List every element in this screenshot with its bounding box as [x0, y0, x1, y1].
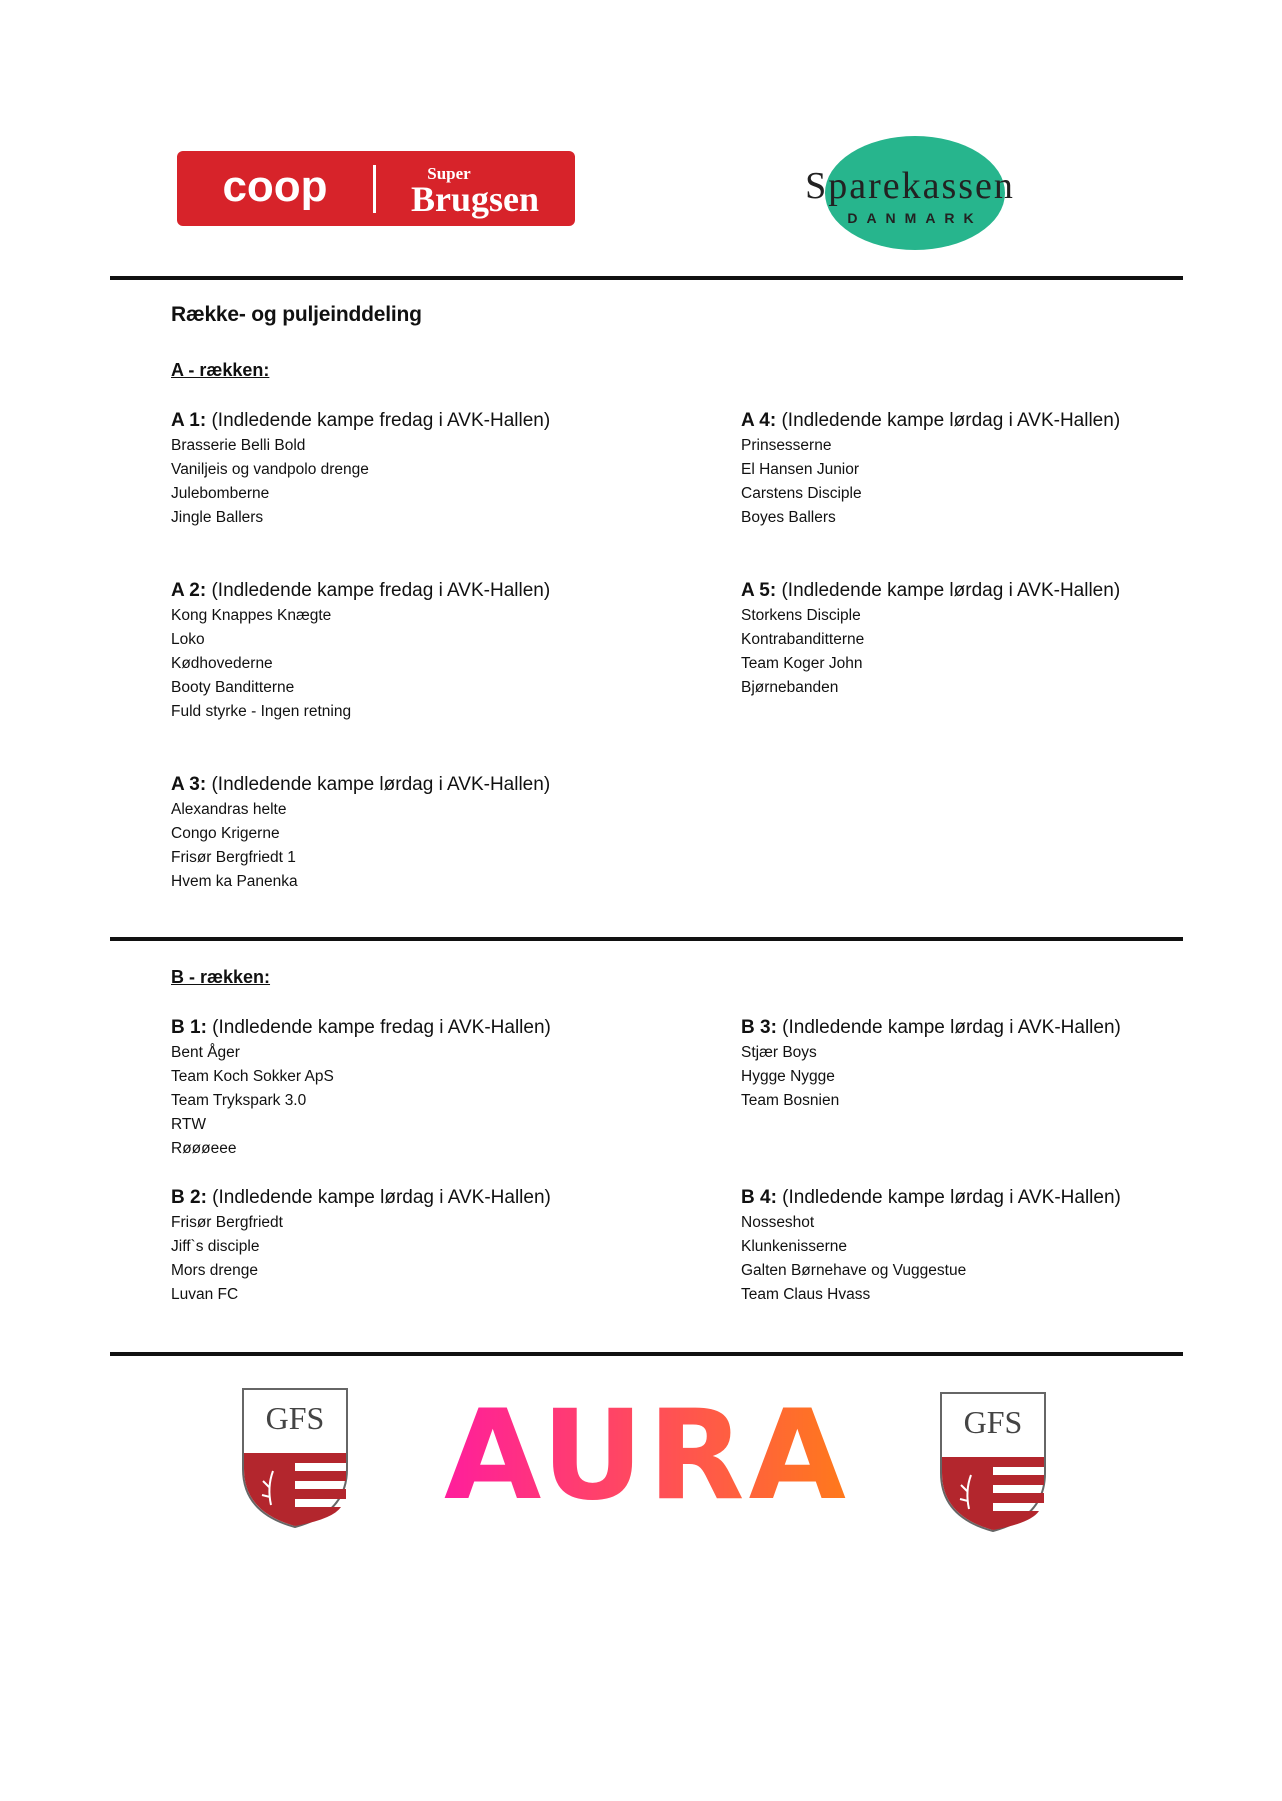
team-item: Luvan FC: [171, 1286, 239, 1303]
group-a5: [741, 578, 1161, 700]
team-item: Galten Børnehave og Vuggestue: [741, 1262, 967, 1279]
group-title: A 5: (Indledende kampe lørdag i AVK-Hallen): [741, 580, 1121, 601]
group-a4: [741, 408, 1161, 530]
group-title: A 2: (Indledende kampe fredag i AVK-Hallen): [171, 580, 551, 601]
svg-text:GFS: GFS: [265, 1400, 325, 1436]
group-title: B 2: (Indledende kampe lørdag i AVK-Hallen): [171, 1187, 551, 1208]
group-a1: [171, 408, 591, 530]
group-title: A 3: (Indledende kampe lørdag i AVK-Hallen): [171, 774, 551, 795]
group-title: A 4: (Indledende kampe lørdag i AVK-Hallen): [741, 410, 1121, 431]
group-b4: [741, 1185, 1161, 1307]
sparekassen-logo: [757, 136, 1063, 250]
team-item: Congo Krigerne: [171, 825, 280, 842]
team-item: Jingle Ballers: [171, 509, 264, 526]
team-item: Brasserie Belli Bold: [171, 437, 306, 454]
team-item: Prinsesserne: [741, 437, 832, 454]
svg-text:AURA: AURA: [444, 1404, 850, 1504]
group-title: B 4: (Indledende kampe lørdag i AVK-Hallen): [741, 1187, 1121, 1208]
team-item: Hvem ka Panenka: [171, 873, 298, 890]
team-item: Bent Åger: [171, 1044, 240, 1061]
super-text: Super: [427, 164, 471, 183]
team-item: Carstens Disciple: [741, 485, 862, 502]
group-title: B 1: (Indledende kampe fredag i AVK-Hallen): [171, 1017, 551, 1038]
gfs-crest-right: [939, 1391, 1047, 1533]
team-item: Nosseshot: [741, 1214, 815, 1231]
team-item: Booty Banditterne: [171, 679, 295, 696]
team-item: Alexandras helte: [171, 801, 287, 818]
group-b2: [171, 1185, 591, 1307]
aura-logo-graphic: [442, 1404, 852, 1504]
group-a2: [171, 578, 591, 724]
team-item: Frisør Bergfriedt: [171, 1214, 283, 1231]
coop-logo-graphic: [177, 151, 575, 226]
team-item: Team Bosnien: [741, 1092, 840, 1109]
aura-logo: [442, 1404, 852, 1504]
team-item: RTW: [171, 1116, 207, 1133]
team-item: Klunkenisserne: [741, 1238, 847, 1255]
divider-top: [110, 276, 1183, 280]
team-item: Kødhovederne: [171, 655, 273, 672]
team-item: Team Koger John: [741, 655, 863, 672]
team-item: Storkens Disciple: [741, 607, 861, 624]
team-item: Stjær Boys: [741, 1044, 817, 1061]
svg-text:GFS: GFS: [963, 1404, 1023, 1440]
gfs-shield-icon: [241, 1387, 349, 1529]
gfs-crest-left: [241, 1387, 349, 1529]
group-b3: [741, 1015, 1161, 1113]
team-item: Team Claus Hvass: [741, 1286, 871, 1303]
coop-superbrugsen-logo: [177, 151, 575, 226]
divider-middle: [110, 937, 1183, 941]
team-item: Fuld styrke - Ingen retning: [171, 703, 352, 720]
sparekassen-text: Sparekassen: [805, 165, 1015, 207]
team-item: Vaniljeis og vandpolo drenge: [171, 461, 369, 478]
page-title: Række- og puljeinddeling: [171, 303, 422, 326]
group-a3: [171, 772, 591, 894]
team-item: Team Trykspark 3.0: [171, 1092, 307, 1109]
team-item: El Hansen Junior: [741, 461, 860, 478]
section-title-a: A - rækken:: [171, 360, 270, 380]
team-item: Mors drenge: [171, 1262, 259, 1279]
group-title: B 3: (Indledende kampe lørdag i AVK-Hallen): [741, 1017, 1121, 1038]
team-item: Kong Knappes Knægte: [171, 607, 332, 624]
team-item: Frisør Bergfriedt 1: [171, 849, 296, 866]
group-title: A 1: (Indledende kampe fredag i AVK-Hallen): [171, 410, 551, 431]
danmark-text: DANMARK: [847, 210, 983, 226]
team-item: Bjørnebanden: [741, 679, 839, 696]
section-title-b: B - rækken:: [171, 967, 271, 987]
gfs-shield-icon: [939, 1391, 1047, 1533]
team-item: Loko: [171, 631, 205, 648]
team-item: Hygge Nygge: [741, 1068, 835, 1085]
group-b1: [171, 1015, 591, 1161]
team-item: Jiff`s disciple: [171, 1238, 260, 1255]
team-item: Kontrabanditterne: [741, 631, 865, 648]
brugsen-text: Brugsen: [410, 179, 540, 219]
coop-text: coop: [222, 162, 328, 211]
team-item: Team Koch Sokker ApS: [171, 1068, 334, 1085]
divider-bottom: [110, 1352, 1183, 1356]
sparekassen-logo-graphic: [757, 136, 1063, 250]
team-item: Røøøeee: [171, 1140, 237, 1157]
team-item: Boyes Ballers: [741, 509, 836, 526]
team-item: Julebomberne: [171, 485, 270, 502]
